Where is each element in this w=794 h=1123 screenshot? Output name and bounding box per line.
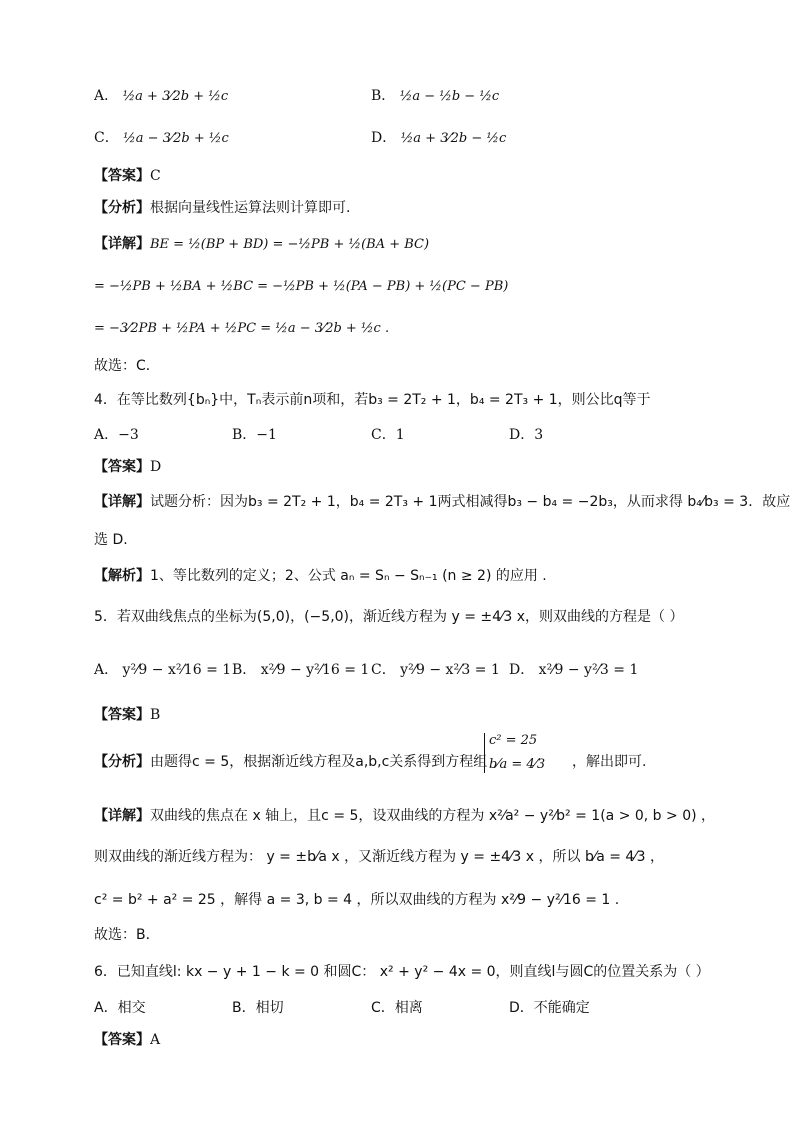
q4-option-c: C．1: [371, 427, 405, 443]
q6-option-c: C．相离: [371, 1000, 423, 1016]
q3-conclusion: [94, 356, 160, 376]
q4-detail: [94, 492, 790, 512]
detail-text: 试题分析：因为b₃ = 2T₂ + 1，b₄ = 2T₃ + 1两式相减得b₃ − b₄ = −2b₃，从而求得 b₄⁄b₃ = 3．故应: [150, 494, 791, 510]
q5-detail2: [94, 847, 664, 867]
q3-detail-line1: [94, 234, 429, 255]
system-equation-2: b⁄a = 4⁄3: [489, 757, 546, 772]
q3-option-d-expr: ½a + 3⁄2b − ½c: [400, 131, 507, 146]
q3-analysis: [94, 198, 350, 218]
q3-option-b-expr: ½a − ½b − ½c: [399, 89, 500, 104]
q6-stem: [94, 962, 710, 982]
answer-value: A: [150, 1032, 161, 1048]
q3-answer: [94, 166, 161, 186]
q5-analysis: [94, 752, 487, 772]
answer-tag: 【答案】: [94, 459, 150, 475]
detail-text: 双曲线的焦点在 x 轴上，且c = 5，设双曲线的方程为 x²⁄a² − y²⁄b² = 1(a > 0, b > 0) ，: [150, 808, 716, 824]
q4-detail-cont: [94, 530, 128, 550]
q3-option-a-expr: ½a + 3⁄2b + ½c: [122, 89, 229, 104]
detail-expr: = −3⁄2PB + ½PA + ½PC = ½a − 3⁄2b + ½c .: [94, 321, 390, 336]
q5-detail1: [94, 806, 715, 826]
detail-expr: = −½PB + ½BA + ½BC = −½PB + ½(PA − PB) + ½(PC − PB): [94, 279, 509, 294]
analysis-tag: 【分析】: [94, 754, 150, 770]
q6-option-d: D．不能确定: [509, 1000, 590, 1016]
analysis-text: 根据向量线性运算法则计算即可.: [150, 200, 351, 216]
conclusion-text: 故选：C．: [94, 358, 160, 374]
answer-value: C: [150, 168, 161, 184]
q3-option-a-letter: A．: [94, 88, 119, 104]
detail-tag: 【详解】: [94, 236, 150, 252]
conclusion-text: 故选：B．: [94, 927, 160, 943]
q4-explain: [94, 566, 547, 586]
answer-tag: 【答案】: [94, 1032, 150, 1048]
q3-option-c-letter: C．: [94, 130, 119, 146]
detail-tag: 【详解】: [94, 808, 150, 824]
q5-conclusion: [94, 925, 160, 945]
q3-option-c: [94, 128, 229, 149]
answer-value: B: [150, 707, 161, 723]
detail-text: 则双曲线的渐近线方程为： y = ±b⁄a x ，又渐近线方程为 y = ±4⁄3 x ，所以 b⁄a = 4⁄3 ，: [94, 849, 665, 865]
q5-option-b: B． x²⁄9 − y²⁄16 = 1: [232, 662, 370, 678]
explain-tag: 【解析】: [94, 568, 150, 584]
q5-stem: [94, 607, 683, 627]
q6-option-b: B．相切: [232, 1000, 284, 1016]
explain-text: 1、等比数列的定义；2、公式 aₙ = Sₙ − Sₙ₋₁ (n ≥ 2) 的应用 .: [150, 568, 547, 584]
question-stem: 4．在等比数列{bₙ}中，Tₙ表示前n项和，若b₃ = 2T₂ + 1，b₄ = 2T₃ + 1，则公比q等于: [94, 392, 651, 408]
q3-option-c-expr: ½a − 3⁄2b + ½c: [123, 131, 229, 146]
q3-option-d: [371, 128, 506, 149]
analysis-text: 由题得c = 5，根据渐近线方程及a,b,c关系得到方程组: [150, 754, 488, 770]
q3-option-d-letter: D．: [371, 130, 397, 146]
q4-option-d: D．3: [509, 427, 544, 443]
q4-option-a: A．−3: [94, 427, 139, 443]
answer-tag: 【答案】: [94, 168, 150, 184]
q4-option-b: B．−1: [232, 427, 277, 443]
q5-analysis-end: [572, 752, 646, 772]
q3-detail-line2: [94, 276, 508, 297]
q5-detail3: [94, 890, 619, 910]
q4-stem: [94, 390, 651, 410]
system-equation-1: c² = 25: [489, 733, 538, 748]
detail-expr: BE = ½(BP + BD) = −½PB + ½(BA + BC): [150, 237, 430, 252]
q6-option-a: A．相交: [94, 1000, 146, 1016]
analysis-end-text: ，解出即可.: [572, 754, 647, 770]
q5-option-a: A． y²⁄9 − x²⁄16 = 1: [94, 662, 232, 678]
q5-option-d: D． x²⁄9 − y²⁄3 = 1: [509, 662, 639, 678]
q5-option-c: C． y²⁄9 − x²⁄3 = 1: [371, 662, 500, 678]
detail-tag: 【详解】: [94, 494, 150, 510]
q4-answer: [94, 457, 161, 477]
q3-option-b-letter: B．: [371, 88, 396, 104]
q3-detail-line3: [94, 318, 389, 339]
question-stem: 6．已知直线l: kx − y + 1 − k = 0 和圆C： x² + y² − 4x = 0，则直线l与圆C的位置关系为（ ）: [94, 964, 710, 980]
detail-text: c² = b² + a² = 25 ，解得 a = 3, b = 4 ，所以双曲线的方程为 x²⁄9 − y²⁄16 = 1 .: [94, 892, 620, 908]
answer-tag: 【答案】: [94, 707, 150, 723]
question-stem: 5．若双曲线焦点的坐标为(5,0)，(−5,0)，渐近线方程为 y = ±4⁄3 x，则双曲线的方程是（ ）: [94, 609, 684, 625]
q6-answer: [94, 1030, 160, 1050]
detail-text-continued: 选 D.: [94, 532, 128, 548]
q5-answer: [94, 705, 160, 725]
q3-option-a: [94, 86, 228, 107]
q3-option-b: [371, 86, 499, 107]
analysis-tag: 【分析】: [94, 200, 150, 216]
answer-value: D: [150, 459, 162, 475]
q5-equation-system: [484, 733, 545, 773]
